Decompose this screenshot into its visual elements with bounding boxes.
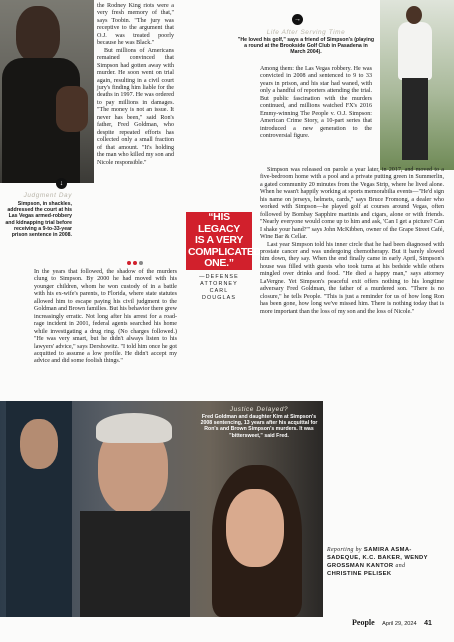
caption-golf (236, 29, 376, 56)
photo-figure-kim-face (226, 489, 284, 567)
caption-kicker: Justice Delayed? (229, 406, 289, 413)
photo-figure-arm (56, 86, 88, 132)
caption-text: "He loved his golf," says a friend of Simpson's (playing a round at the Brookside Golf Club in Pasadena in March 2004). (237, 37, 375, 56)
credits-and: and (395, 563, 406, 569)
credits-names: SAMIRA ASMA-SADEQUE, K.C. BAKER, WENDY GROSSMAN KANTOR (327, 547, 428, 569)
caption-kicker: Life After Serving Time (266, 29, 346, 36)
pull-quote-line: IS A VERY (186, 235, 252, 247)
photo-figure-left-face (20, 419, 58, 469)
divider-dot (133, 261, 137, 265)
caption-kicker: Judgment Day (23, 192, 72, 199)
issue-date: April 29, 2024 (382, 621, 417, 627)
caption-text: Simpson, in shackles, addressed the court at his Las Vegas armed-robbery and kidnapping trial before receiving a 9-to-33-year prison sentence in 2008. (5, 201, 72, 239)
paragraph: Last year Simpson told his inner circle that he had been diagnosed with prostate cancer and was undergoing chemotherapy. But it barely slowed him down, they say. When the end finally came in early April, Simpson's house was filled with guests who took turns at his bedside while others mingled over drinks and food. "He died a happy man," says attorney LaVergne. Yet Simpson's peaceful exit offers nothing to his longtime adversary Fred Goldman, the father of a murdered son. "There is no closure," he tells People. "This is just a reminder for us of how long Ron has been gone, how long we've missed him. There is nothing today that is more important than the loss of my son and the loss of Nicole." (260, 241, 444, 315)
section-divider-dots (127, 261, 147, 265)
photo-figure-head (16, 6, 60, 62)
pull-quote-attribution (186, 274, 252, 302)
paragraph: But millions of Americans remained convinced that Simpson had gotten away with murder. He soon went on trial again, resulting in a civil court jury's finding him liable for the deaths in 1997. He was ordered to pay millions in damages. "The money is not an issue. It never has been," said Ron's father, Fred Goldman, who despite repeated efforts has collected only a small fraction of that amount. "It's holding the man who killed my son and Nicole responsible." (97, 47, 174, 166)
attribution-line: DOUGLAS (201, 294, 237, 301)
attribution-line: CARL (209, 287, 229, 294)
photo-figure-shirt (398, 22, 432, 80)
photo-figure-legs (402, 78, 428, 160)
attribution-line: ATTORNEY (200, 280, 238, 287)
pull-quote-text (186, 211, 261, 270)
credits-label: Reporting by (327, 547, 362, 553)
caption-judgment (0, 192, 72, 238)
article-col1-top (97, 3, 174, 167)
pull-quote (186, 211, 261, 302)
right-arrow-icon: → (294, 16, 301, 23)
divider-dot (127, 261, 131, 265)
pull-quote-line: ONE.” (186, 258, 252, 270)
pull-quote-line: “HIS LEGACY (186, 212, 252, 235)
photo-figure-head (406, 6, 422, 24)
paragraph: In the years that followed, the shadow of the murders clung to Simpson. By 2000 he had moved with his younger children, whom he won custody of in a battle with his ex-wife's parents, to Florida, where state statutes allowed him to escape paying his civil judgment to the Goldman and Brown families. But his behavior there grew increasingly erratic. Not long after his arrest for a road-rage incident in 2001, federal agents searched his home while investigating a drug ring. (No charges followed.) "He was very smart, but he didn't always listen to his lawyers' advice," says Dershowitz. "I told him once he got acquitted to assume a low profile. He didn't accept my advice and did some foolish things." (34, 269, 178, 365)
page-footer (352, 612, 442, 627)
photo-figure-fred-body (80, 511, 190, 617)
article-col1-bottom (34, 269, 177, 366)
caption-justice (200, 406, 318, 439)
page-number: 41 (424, 620, 432, 627)
paragraph: Simpson was released on parole a year later, in 2017, and moved to a five-bedroom home with a pool and a private putting green in Summerlin, a gated community 20 minutes from the Vegas Strip, where he lived alone. When he wasn't happily working at sports memorabilia events—"He'd sign his name on jerseys, helmets, cards," says Bruce Fromong, a dealer who worked with Simpson—he played golf at courses around Vegas, often followed by Bombay Sapphire martinis and cigars, alone or with friends. "Nearly everyone would come up to him and ask, 'Can I get a picture? Can I shake your hand?'" says John McKibben, owner of the Grape Street Café, Wine Bar & Cellar. (260, 167, 444, 241)
brand-logo: People (352, 618, 375, 627)
attribution-line: —DEFENSE (199, 273, 239, 280)
article-col3 (260, 66, 372, 141)
photo-figure-fred-hair (96, 413, 172, 443)
article-col3-wide (260, 167, 444, 316)
paragraph: Among them: the Las Vegas robbery. He was convicted in 2008 and sentenced to 9 to 33 years in prison, and his star had waned, with only a handful of reporters attending the trial. But public fascination with the murders continued, and millions watched FX's 2016 Emmy-winning The People v. O.J. Simpson: American Crime Story, a 10-part series that introduced a new generation to the controversial figure. (260, 66, 372, 140)
caption-text: Fred Goldman and daughter Kim at Simpson's 2008 sentencing, 13 years after his acquittal for Ron's and Brown Simpson's murders. It was "bittersweet," said Fred. (200, 414, 318, 439)
divider-dot (139, 261, 143, 265)
pull-quote-line: COMPLICATED (188, 245, 261, 258)
photo-simpson-court (0, 0, 94, 183)
paragraph: the Rodney King riots were a very fresh memory of that," says Toobin. "The jury was receptive to the argument that O.J. was treated poorly because he was Black." (97, 3, 174, 47)
reporting-credits (327, 546, 437, 578)
photo-simpson-golf (380, 0, 454, 170)
credits-last: CHRISTINE PELISEK (327, 571, 392, 577)
down-arrow-icon: ↓ (56, 178, 67, 189)
